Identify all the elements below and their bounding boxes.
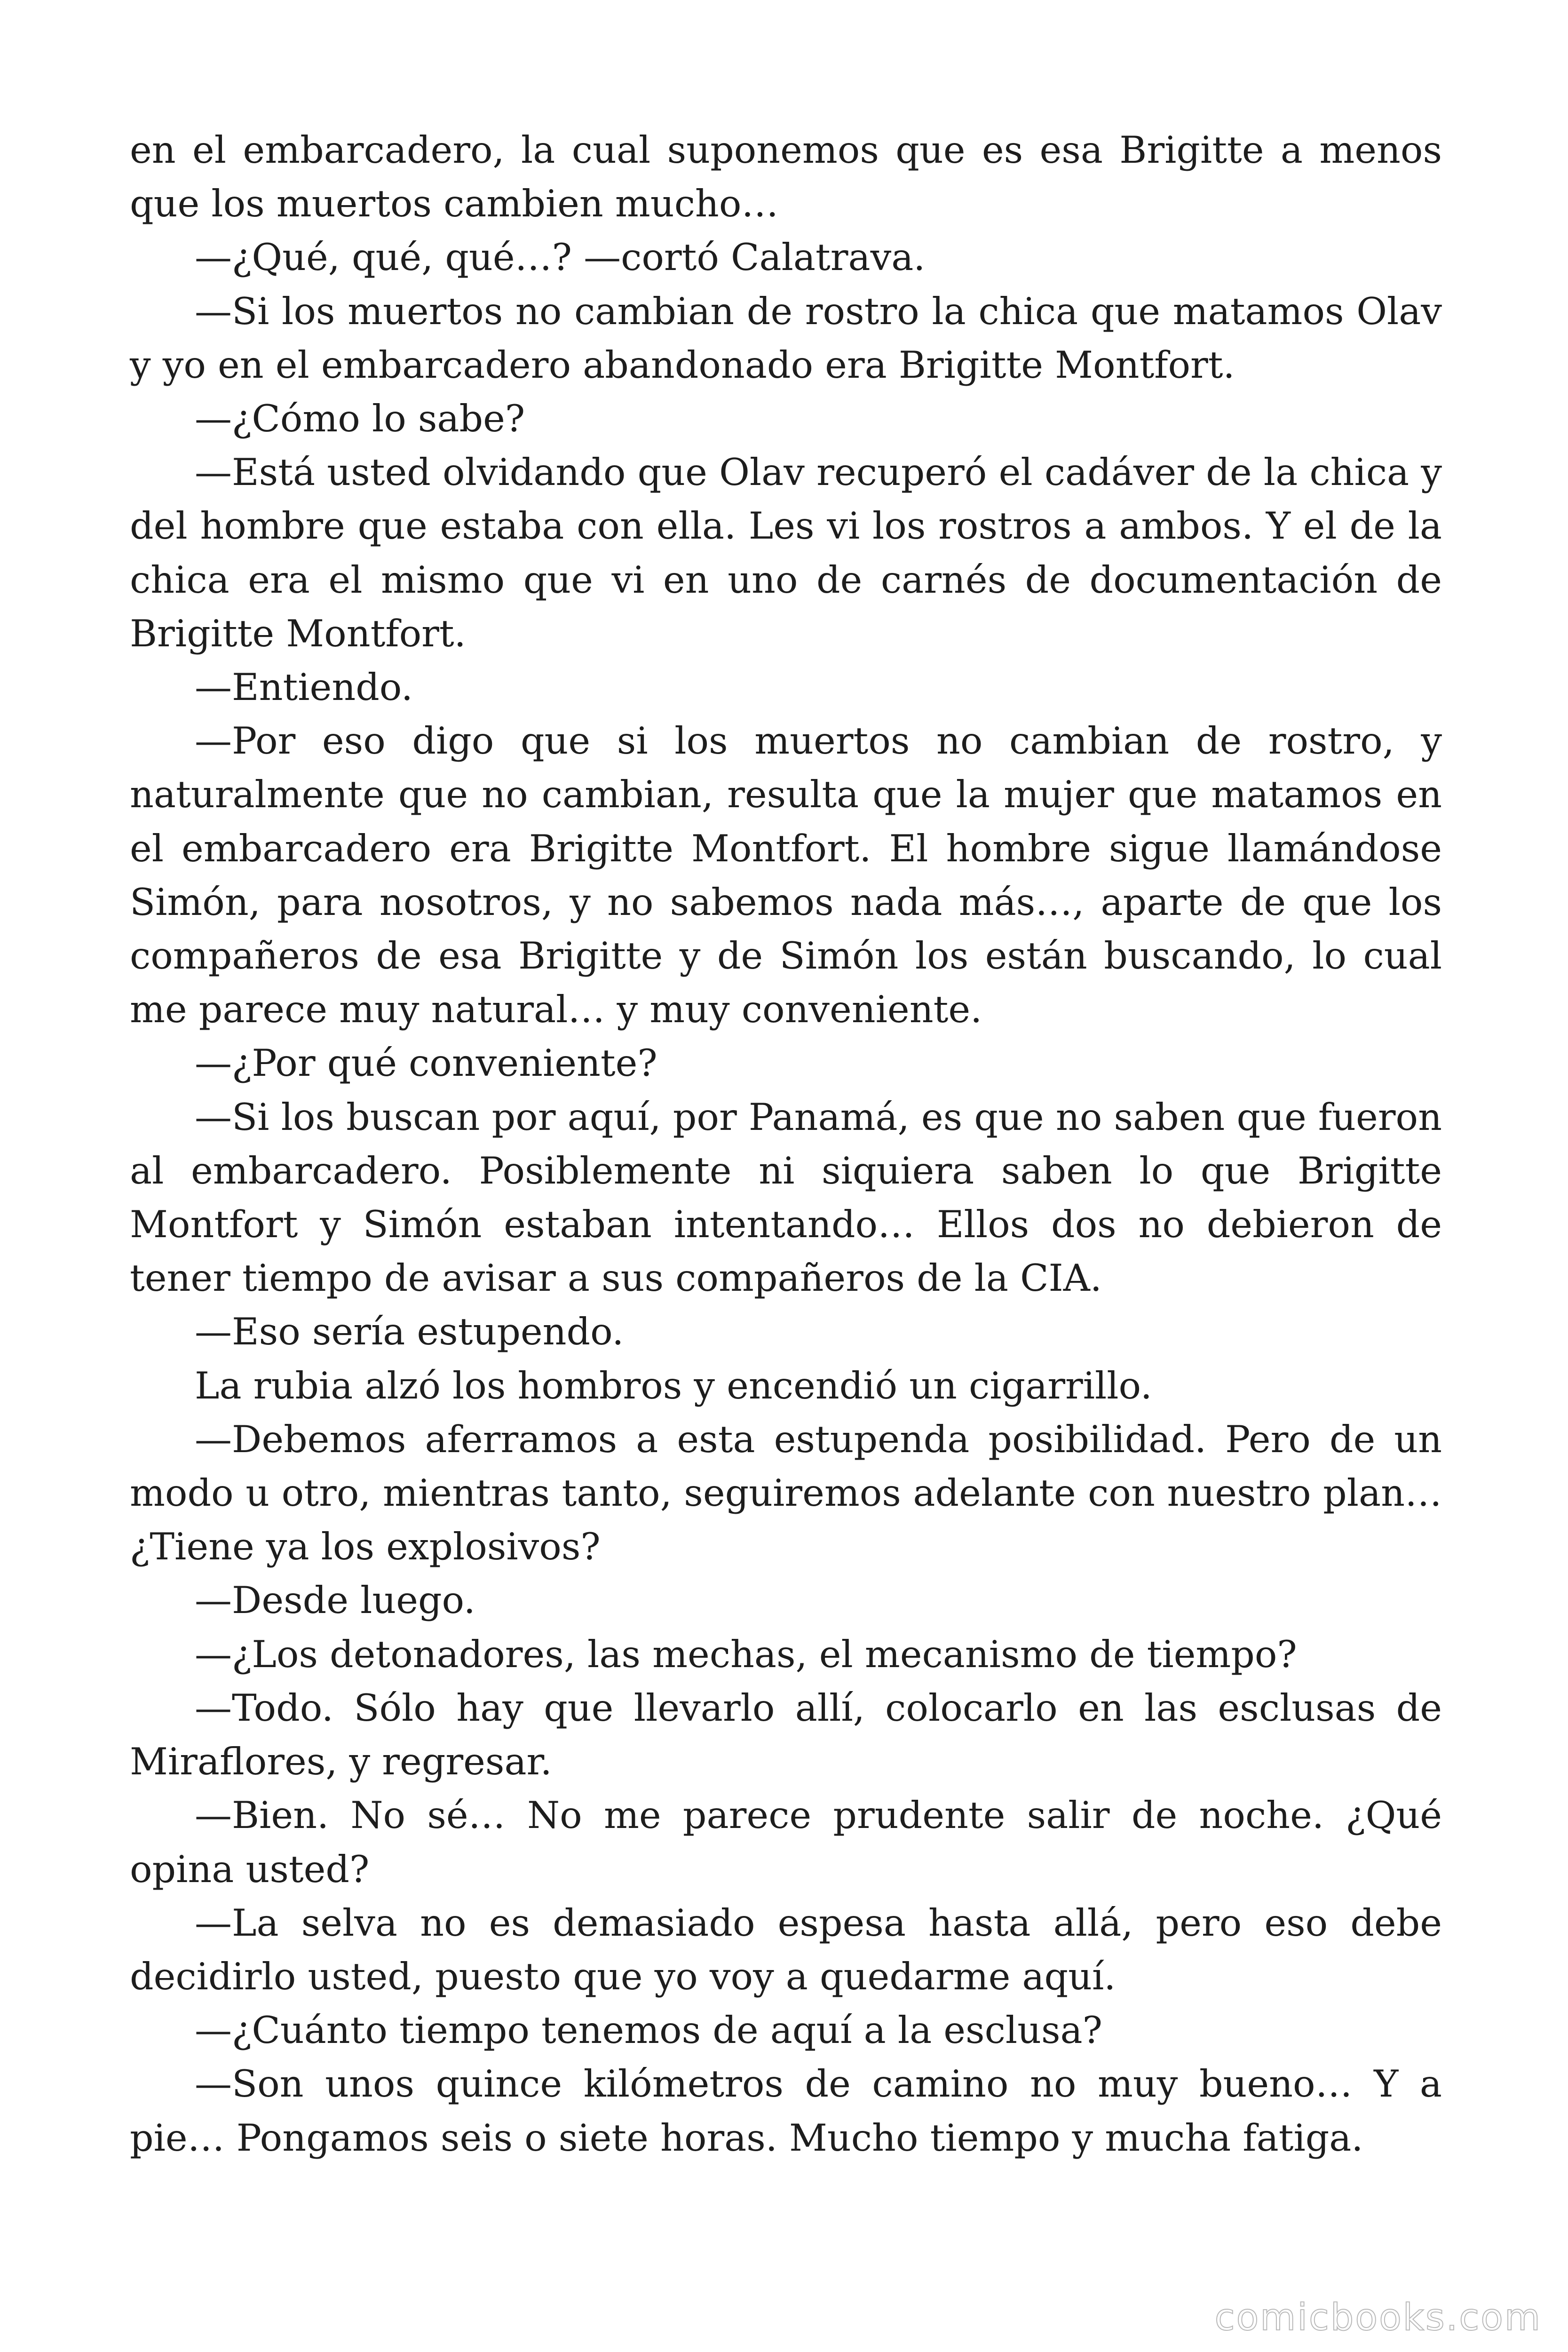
paragraph: —¿Los detonadores, las mechas, el mecanismo de tiempo? (195, 1632, 1297, 1676)
paragraph: —Eso sería estupendo. (195, 1310, 624, 1354)
paragraph: —¿Por qué conveniente? (195, 1041, 657, 1085)
paragraph: La rubia alzó los hombros y encendió un cigarrillo. (195, 1364, 1152, 1407)
paragraph-continuation: en el embarcadero, la cual suponemos que es esa Brigitte a menos que los muertos cambien mucho… (130, 128, 1442, 226)
paragraph: —¿Qué, qué, qué…? —cortó Calatrava. (195, 236, 926, 279)
paragraph: —Son unos quince kilómetros de camino no muy bueno… Y a pie… Pongamos seis o siete horas. Mucho tiempo y mucha fatiga. (130, 2062, 1442, 2160)
paragraph: —Desde luego. (195, 1579, 475, 1622)
page-text (130, 123, 1442, 2165)
paragraph: —Debemos aferramos a esta estupenda posibilidad. Pero de un modo u otro, mientras tanto, seguiremos adelante con nuestro plan… ¿Tiene ya los explosivos? (130, 1417, 1442, 1569)
watermark: comicbooks.com (1214, 2296, 1542, 2339)
paragraph: —La selva no es demasiado espesa hasta allá, pero eso debe decidirlo usted, puesto que yo voy a quedarme aquí. (130, 1901, 1442, 1998)
paragraph: —Por eso digo que si los muertos no cambian de rostro, y naturalmente que no cambian, resulta que la mujer que matamos en el embarcadero era Brigitte Montfort. El hombre sigue llamándose Simón, para nosotros, y no sabemos nada más…, aparte de que los compañeros de esa Brigitte y de Simón los están buscando, lo cual me parece muy natural… y muy conveniente. (130, 719, 1442, 1032)
paragraph: —¿Cómo lo sabe? (195, 397, 525, 441)
paragraph: —Todo. Sólo hay que llevarlo allí, colocarlo en las esclusas de Miraflores, y regresar. (130, 1686, 1442, 1784)
paragraph: —Está usted olvidando que Olav recuperó el cadáver de la chica y del hombre que estaba con ella. Les vi los rostros a ambos. Y el de la chica era el mismo que vi en uno de carnés de documentación de Brigitte Montfort. (130, 451, 1442, 655)
paragraph: —Bien. No sé… No me parece prudente salir de noche. ¿Qué opina usted? (130, 1794, 1442, 1891)
paragraph: —Si los muertos no cambian de rostro la chica que matamos Olav y yo en el embarcadero abandonado era Brigitte Montfort. (130, 289, 1442, 387)
paragraph: —¿Cuánto tiempo tenemos de aquí a la esclusa? (195, 2009, 1102, 2052)
paragraph: —Si los buscan por aquí, por Panamá, es que no saben que fueron al embarcadero. Posiblemente ni siquiera saben lo que Brigitte Montfort y Simón estaban intentando… Ellos dos no debieron de tener tiempo de avisar a sus compañeros de la CIA. (130, 1095, 1442, 1300)
paragraph: —Entiendo. (195, 666, 413, 709)
